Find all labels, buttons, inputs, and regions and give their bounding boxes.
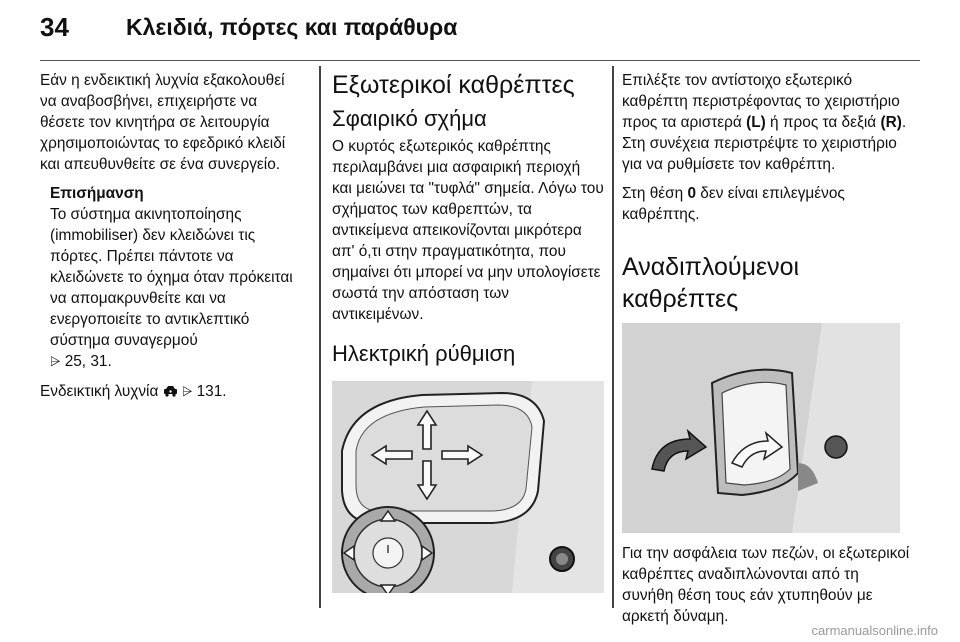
pedestrian-safety-paragraph: Για την ασφάλεια των πεζών, οι εξωτερικοί καθρέπτες αναδιπλώνονται από τη συνήθη θέση τους εάν χτυπηθούν με αρκετή δύναμη. [622,545,910,625]
folding-mirror-figure [622,323,900,533]
page-header [0,0,960,60]
mirror-select-text-c: . Στη συνέχεια περιστρέψτε το χειριστήριο για να ρυθμίσετε τον καθρέπτη. [622,114,907,173]
column-1 [40,70,302,411]
note-box [50,183,302,373]
mirror-select-text-a: Επιλέξτε τον αντίστοιχο εξωτερικό καθρέπτη περιστρέφοντας το χειριστήριο προς τα αριστερά [622,72,900,131]
indicator-page-ref[interactable]: 131. [196,383,227,400]
note-page-refs[interactable]: 25, 31. [64,353,112,370]
mirror-adjustment-figure [332,381,604,593]
chapter-title: Κλειδιά, πόρτες και παράθυρα [126,14,458,40]
convex-mirror-paragraph: Ο κυρτός εξωτερικός καθρέπτης περιλαμβάνει μια ασφαιρική περιοχή και μειώνει τα "τυφλά" σημεία. Λόγω του σχήματος των καθρεπτών, τα αντικείμενα απεικονίζονται μικρότερα απ' ό,τι στην πραγματικότητα, που σημαίνει ότι μπορεί να μην υπολογίσετε σωστά την απόσταση των αντικειμένων. [332,138,604,323]
immobiliser-lamp-icon [163,385,178,397]
page-number: 34 [40,12,69,42]
column-divider-1 [319,66,321,608]
note-title: Επισήμανση [50,185,144,202]
mirror-select-paragraph [622,70,912,175]
page-ref-arrow-icon: ⩥ [181,385,193,400]
mirror-select-text-b: ή προς τα δεξιά [770,114,877,131]
page-ref-arrow-icon: ⩥ [50,355,61,370]
note-text: Το σύστημα ακινητοποίησης (immobiliser) δεν κλειδώνει τις πόρτες. Πρέπει πάντοτε να κλειδώνετε το όχημα όταν πρόκειται να απομακρυνθείτε και να ενεργοποιείτε το αντικλεπτικό σύστημα συναγερμού [50,206,293,349]
watermark: carmanualsonline.info [811,623,938,638]
column-3 [622,70,912,635]
left-label: (L) [746,114,766,131]
section-title-exterior-mirrors: Εξωτερικοί καθρέπτες [332,71,575,99]
column-2 [332,70,604,593]
column-divider-2 [612,66,614,608]
warning-lamp-paragraph: Εάν η ενδεικτική λυχνία εξακολουθεί να αναβοσβήνει, επιχειρήστε να θέσετε τον κινητήρα σε λειτουργία χρησιμοποιώντας το εφεδρικό κλειδί και απευθυνθείτε σε ένα συνεργείο. [40,72,286,173]
position-zero-paragraph [622,183,912,225]
header-rule [40,60,920,61]
right-label: (R) [880,114,902,131]
section-title-folding-mirrors: Αναδιπλούμενοι καθρέπτες [622,253,800,313]
subsection-electric-adjustment: Ηλεκτρική ρύθμιση [332,341,516,366]
indicator-lamp-text: Ενδεικτική λυχνία [40,383,159,400]
position-zero-label: 0 [687,185,697,202]
position-text-a: Στη θέση [622,185,684,202]
subsection-convex-shape: Σφαιρικό σχήμα [332,106,487,131]
indicator-lamp-paragraph [40,381,302,403]
note-body [50,204,302,373]
position-text-b: δεν είναι επιλεγμένος καθρέπτης. [622,185,845,223]
